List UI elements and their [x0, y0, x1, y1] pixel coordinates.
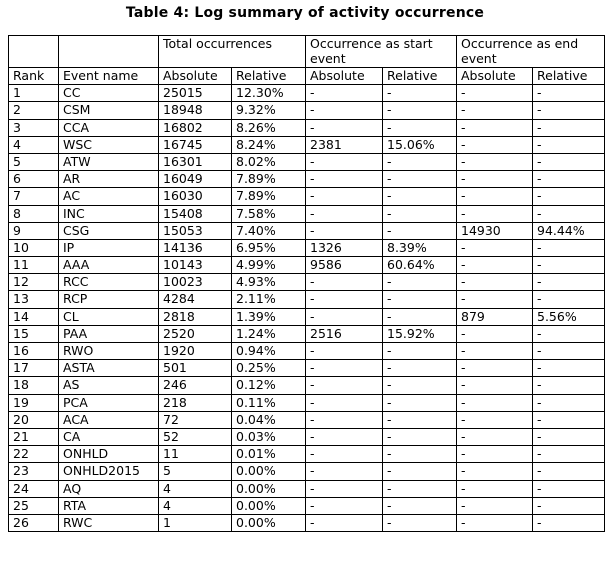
total-relative-cell: 0.94%	[232, 343, 306, 360]
end-absolute-cell: -	[457, 171, 533, 188]
table-row	[9, 325, 605, 342]
end-relative-cell: -	[533, 119, 605, 136]
event-name-cell: RWO	[59, 343, 159, 360]
event-name-cell: RCC	[59, 274, 159, 291]
table-row	[9, 463, 605, 480]
total-absolute-cell: 16802	[159, 119, 232, 136]
start-relative-cell: -	[383, 480, 457, 497]
event-name-cell: ATW	[59, 153, 159, 170]
start-absolute-cell: -	[306, 85, 383, 102]
event-name-cell: ACA	[59, 411, 159, 428]
total-absolute-cell: 16745	[159, 136, 232, 153]
start-absolute-cell: -	[306, 411, 383, 428]
end-absolute-cell: -	[457, 205, 533, 222]
rank-cell: 6	[9, 171, 59, 188]
end-absolute-cell: 14930	[457, 222, 533, 239]
start-relative-cell: -	[383, 274, 457, 291]
header-row-group	[9, 36, 605, 68]
total-absolute-cell: 10143	[159, 257, 232, 274]
end-relative-cell: -	[533, 153, 605, 170]
start-absolute-cell: -	[306, 497, 383, 514]
total-relative-cell: 8.02%	[232, 153, 306, 170]
event-name-cell: AR	[59, 171, 159, 188]
table-row	[9, 188, 605, 205]
start-absolute-cell: -	[306, 343, 383, 360]
end-absolute-cell: -	[457, 119, 533, 136]
start-absolute-cell: 1326	[306, 239, 383, 256]
table-row	[9, 446, 605, 463]
table-row	[9, 239, 605, 256]
rank-cell: 4	[9, 136, 59, 153]
start-absolute-cell: -	[306, 153, 383, 170]
start-relative-cell: -	[383, 153, 457, 170]
total-relative-cell: 9.32%	[232, 102, 306, 119]
total-relative-cell: 2.11%	[232, 291, 306, 308]
start-relative-cell: -	[383, 85, 457, 102]
total-relative-cell: 0.00%	[232, 480, 306, 497]
rank-cell: 11	[9, 257, 59, 274]
total-relative-cell: 0.03%	[232, 428, 306, 445]
total-absolute-cell: 5	[159, 463, 232, 480]
end-relative-cell: -	[533, 411, 605, 428]
end-absolute-cell: -	[457, 102, 533, 119]
start-absolute-cell: -	[306, 171, 383, 188]
rank-cell: 7	[9, 188, 59, 205]
end-relative-cell: -	[533, 514, 605, 531]
start-absolute-cell: 9586	[306, 257, 383, 274]
total-absolute-cell: 18948	[159, 102, 232, 119]
start-absolute-cell: -	[306, 446, 383, 463]
rank-cell: 24	[9, 480, 59, 497]
event-name-cell: CSM	[59, 102, 159, 119]
total-absolute-cell: 16049	[159, 171, 232, 188]
rank-cell: 21	[9, 428, 59, 445]
table-row	[9, 102, 605, 119]
total-relative-cell: 0.00%	[232, 514, 306, 531]
start-absolute-cell: -	[306, 480, 383, 497]
event-name-cell: PCA	[59, 394, 159, 411]
start-relative-cell: -	[383, 428, 457, 445]
end-relative-cell: -	[533, 102, 605, 119]
start-absolute-cell: -	[306, 360, 383, 377]
table-row	[9, 343, 605, 360]
end-absolute-cell: -	[457, 514, 533, 531]
header-end-relative: Relative	[533, 68, 605, 85]
total-absolute-cell: 52	[159, 428, 232, 445]
total-absolute-cell: 4	[159, 480, 232, 497]
table-row	[9, 497, 605, 514]
end-absolute-cell: -	[457, 291, 533, 308]
end-relative-cell: 5.56%	[533, 308, 605, 325]
end-absolute-cell: -	[457, 411, 533, 428]
total-absolute-cell: 1920	[159, 343, 232, 360]
start-absolute-cell: -	[306, 119, 383, 136]
total-relative-cell: 4.99%	[232, 257, 306, 274]
event-name-cell: CL	[59, 308, 159, 325]
total-relative-cell: 0.25%	[232, 360, 306, 377]
start-relative-cell: 60.64%	[383, 257, 457, 274]
total-absolute-cell: 10023	[159, 274, 232, 291]
total-relative-cell: 1.39%	[232, 308, 306, 325]
total-absolute-cell: 25015	[159, 85, 232, 102]
total-relative-cell: 0.04%	[232, 411, 306, 428]
table-row	[9, 308, 605, 325]
header-empty-rank	[9, 36, 59, 68]
end-absolute-cell: -	[457, 188, 533, 205]
table-row	[9, 394, 605, 411]
total-absolute-cell: 4	[159, 497, 232, 514]
end-absolute-cell: -	[457, 377, 533, 394]
rank-cell: 12	[9, 274, 59, 291]
start-relative-cell: -	[383, 394, 457, 411]
end-absolute-cell: -	[457, 257, 533, 274]
total-relative-cell: 6.95%	[232, 239, 306, 256]
header-row-columns	[9, 68, 605, 85]
event-name-cell: RTA	[59, 497, 159, 514]
header-rank: Rank	[9, 68, 59, 85]
rank-cell: 9	[9, 222, 59, 239]
rank-cell: 20	[9, 411, 59, 428]
end-relative-cell: -	[533, 136, 605, 153]
end-absolute-cell: -	[457, 239, 533, 256]
start-absolute-cell: -	[306, 188, 383, 205]
table-row	[9, 153, 605, 170]
start-relative-cell: -	[383, 377, 457, 394]
total-absolute-cell: 16301	[159, 153, 232, 170]
end-relative-cell: -	[533, 205, 605, 222]
total-absolute-cell: 14136	[159, 239, 232, 256]
rank-cell: 18	[9, 377, 59, 394]
rank-cell: 8	[9, 205, 59, 222]
event-name-cell: RCP	[59, 291, 159, 308]
start-relative-cell: -	[383, 360, 457, 377]
total-absolute-cell: 15053	[159, 222, 232, 239]
start-relative-cell: -	[383, 411, 457, 428]
end-relative-cell: -	[533, 291, 605, 308]
table-row	[9, 377, 605, 394]
rank-cell: 16	[9, 343, 59, 360]
end-relative-cell: -	[533, 239, 605, 256]
end-absolute-cell: -	[457, 325, 533, 342]
total-relative-cell: 7.89%	[232, 188, 306, 205]
header-empty-event	[59, 36, 159, 68]
end-absolute-cell: -	[457, 463, 533, 480]
rank-cell: 2	[9, 102, 59, 119]
rank-cell: 14	[9, 308, 59, 325]
total-absolute-cell: 2818	[159, 308, 232, 325]
header-total-relative: Relative	[232, 68, 306, 85]
start-absolute-cell: 2381	[306, 136, 383, 153]
table-row	[9, 205, 605, 222]
start-absolute-cell: -	[306, 291, 383, 308]
total-relative-cell: 1.24%	[232, 325, 306, 342]
start-absolute-cell: -	[306, 428, 383, 445]
start-relative-cell: -	[383, 446, 457, 463]
table-row	[9, 480, 605, 497]
table-row	[9, 428, 605, 445]
rank-cell: 19	[9, 394, 59, 411]
total-absolute-cell: 72	[159, 411, 232, 428]
start-absolute-cell: -	[306, 514, 383, 531]
table-title: Table 4: Log summary of activity occurrence	[125, 5, 485, 21]
total-relative-cell: 7.58%	[232, 205, 306, 222]
end-absolute-cell: -	[457, 394, 533, 411]
end-absolute-cell: -	[457, 360, 533, 377]
end-absolute-cell: -	[457, 428, 533, 445]
total-relative-cell: 12.30%	[232, 85, 306, 102]
end-relative-cell: -	[533, 480, 605, 497]
event-name-cell: ASTA	[59, 360, 159, 377]
total-absolute-cell: 11	[159, 446, 232, 463]
event-name-cell: AS	[59, 377, 159, 394]
end-absolute-cell: -	[457, 136, 533, 153]
header-event-name: Event name	[59, 68, 159, 85]
rank-cell: 1	[9, 85, 59, 102]
total-absolute-cell: 1	[159, 514, 232, 531]
activity-summary-table	[8, 35, 605, 532]
end-relative-cell: -	[533, 360, 605, 377]
end-relative-cell: -	[533, 343, 605, 360]
event-name-cell: ONHLD2015	[59, 463, 159, 480]
end-relative-cell: -	[533, 188, 605, 205]
start-relative-cell: -	[383, 463, 457, 480]
end-relative-cell: -	[533, 257, 605, 274]
end-relative-cell: -	[533, 85, 605, 102]
header-total-occurrences: Total occurrences	[159, 36, 306, 68]
end-relative-cell: -	[533, 325, 605, 342]
end-absolute-cell: -	[457, 153, 533, 170]
start-absolute-cell: -	[306, 463, 383, 480]
total-absolute-cell: 4284	[159, 291, 232, 308]
total-absolute-cell: 501	[159, 360, 232, 377]
rank-cell: 25	[9, 497, 59, 514]
end-absolute-cell: -	[457, 343, 533, 360]
total-relative-cell: 0.12%	[232, 377, 306, 394]
rank-cell: 26	[9, 514, 59, 531]
total-relative-cell: 7.89%	[232, 171, 306, 188]
start-relative-cell: -	[383, 119, 457, 136]
start-absolute-cell: -	[306, 222, 383, 239]
rank-cell: 22	[9, 446, 59, 463]
start-absolute-cell: -	[306, 102, 383, 119]
total-relative-cell: 7.40%	[232, 222, 306, 239]
total-relative-cell: 0.00%	[232, 497, 306, 514]
start-relative-cell: -	[383, 291, 457, 308]
start-relative-cell: 8.39%	[383, 239, 457, 256]
rank-cell: 15	[9, 325, 59, 342]
start-absolute-cell: -	[306, 308, 383, 325]
total-absolute-cell: 16030	[159, 188, 232, 205]
end-relative-cell: -	[533, 171, 605, 188]
table-row	[9, 85, 605, 102]
rank-cell: 13	[9, 291, 59, 308]
table-row	[9, 171, 605, 188]
start-absolute-cell: -	[306, 394, 383, 411]
end-relative-cell: -	[533, 394, 605, 411]
event-name-cell: CA	[59, 428, 159, 445]
total-absolute-cell: 246	[159, 377, 232, 394]
start-relative-cell: -	[383, 514, 457, 531]
end-relative-cell: 94.44%	[533, 222, 605, 239]
rank-cell: 23	[9, 463, 59, 480]
total-absolute-cell: 218	[159, 394, 232, 411]
end-relative-cell: -	[533, 274, 605, 291]
event-name-cell: INC	[59, 205, 159, 222]
start-relative-cell: 15.92%	[383, 325, 457, 342]
end-relative-cell: -	[533, 377, 605, 394]
start-relative-cell: -	[383, 343, 457, 360]
start-relative-cell: -	[383, 205, 457, 222]
header-end-event: Occurrence as end event	[457, 36, 605, 68]
header-start-relative: Relative	[383, 68, 457, 85]
start-relative-cell: -	[383, 171, 457, 188]
total-absolute-cell: 15408	[159, 205, 232, 222]
table-row	[9, 222, 605, 239]
event-name-cell: PAA	[59, 325, 159, 342]
event-name-cell: AQ	[59, 480, 159, 497]
rank-cell: 10	[9, 239, 59, 256]
end-relative-cell: -	[533, 446, 605, 463]
rank-cell: 3	[9, 119, 59, 136]
total-absolute-cell: 2520	[159, 325, 232, 342]
event-name-cell: AC	[59, 188, 159, 205]
start-absolute-cell: 2516	[306, 325, 383, 342]
total-relative-cell: 8.24%	[232, 136, 306, 153]
end-absolute-cell: -	[457, 480, 533, 497]
header-total-absolute: Absolute	[159, 68, 232, 85]
end-relative-cell: -	[533, 428, 605, 445]
end-absolute-cell: -	[457, 497, 533, 514]
total-relative-cell: 0.11%	[232, 394, 306, 411]
table-row	[9, 411, 605, 428]
event-name-cell: CC	[59, 85, 159, 102]
event-name-cell: ONHLD	[59, 446, 159, 463]
event-name-cell: WSC	[59, 136, 159, 153]
start-absolute-cell: -	[306, 377, 383, 394]
start-relative-cell: -	[383, 188, 457, 205]
end-absolute-cell: -	[457, 85, 533, 102]
end-relative-cell: -	[533, 463, 605, 480]
event-name-cell: RWC	[59, 514, 159, 531]
total-relative-cell: 4.93%	[232, 274, 306, 291]
table-row	[9, 257, 605, 274]
event-name-cell: CCA	[59, 119, 159, 136]
start-relative-cell: -	[383, 102, 457, 119]
event-name-cell: CSG	[59, 222, 159, 239]
end-absolute-cell: -	[457, 274, 533, 291]
table-row	[9, 274, 605, 291]
rank-cell: 5	[9, 153, 59, 170]
end-absolute-cell: -	[457, 446, 533, 463]
table-row	[9, 514, 605, 531]
total-relative-cell: 8.26%	[232, 119, 306, 136]
event-name-cell: IP	[59, 239, 159, 256]
end-absolute-cell: 879	[457, 308, 533, 325]
header-end-absolute: Absolute	[457, 68, 533, 85]
rank-cell: 17	[9, 360, 59, 377]
start-relative-cell: 15.06%	[383, 136, 457, 153]
start-relative-cell: -	[383, 308, 457, 325]
table-row	[9, 360, 605, 377]
start-relative-cell: -	[383, 497, 457, 514]
header-start-absolute: Absolute	[306, 68, 383, 85]
table-row	[9, 119, 605, 136]
total-relative-cell: 0.00%	[232, 463, 306, 480]
start-absolute-cell: -	[306, 205, 383, 222]
table-row	[9, 136, 605, 153]
start-absolute-cell: -	[306, 274, 383, 291]
event-name-cell: AAA	[59, 257, 159, 274]
table-row	[9, 291, 605, 308]
table-body	[9, 85, 605, 532]
end-relative-cell: -	[533, 497, 605, 514]
header-start-event: Occurrence as start event	[306, 36, 457, 68]
start-relative-cell: -	[383, 222, 457, 239]
total-relative-cell: 0.01%	[232, 446, 306, 463]
